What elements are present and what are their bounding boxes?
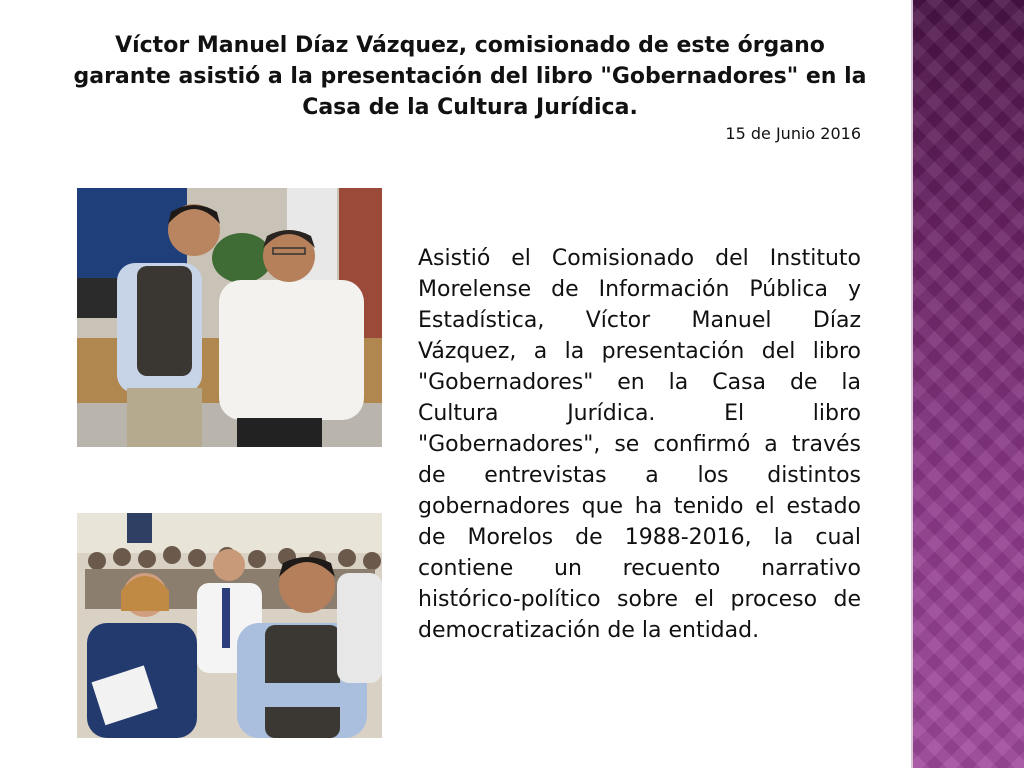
decorative-side-bar [913,0,1024,768]
publication-date: 15 de Junio 2016 [725,124,861,143]
article-body: Asistió el Comisionado del Instituto Morelense de Información Pública y Estadística, Víctor Manuel Díaz Vázquez, a la presentación del libro "Gobernadores" en la Casa de la Cultura Jurídica. El libro "Gobernadores", se confirmó a través de entrevistas a los distintos gobernadores que ha tenido el estado de Morelos de 1988-2016, la cual contiene un recuento narrativo histórico-político sobre el proceso de democratización de la entidad. [418,246,861,643]
photo-audience [77,513,382,738]
photo-two-men [77,188,382,447]
headline: Víctor Manuel Díaz Vázquez, comisionado de este órgano garante asistió a la presentación del libro "Gobernadores" en la Casa de la Cultura Jurídica. [73,33,867,120]
